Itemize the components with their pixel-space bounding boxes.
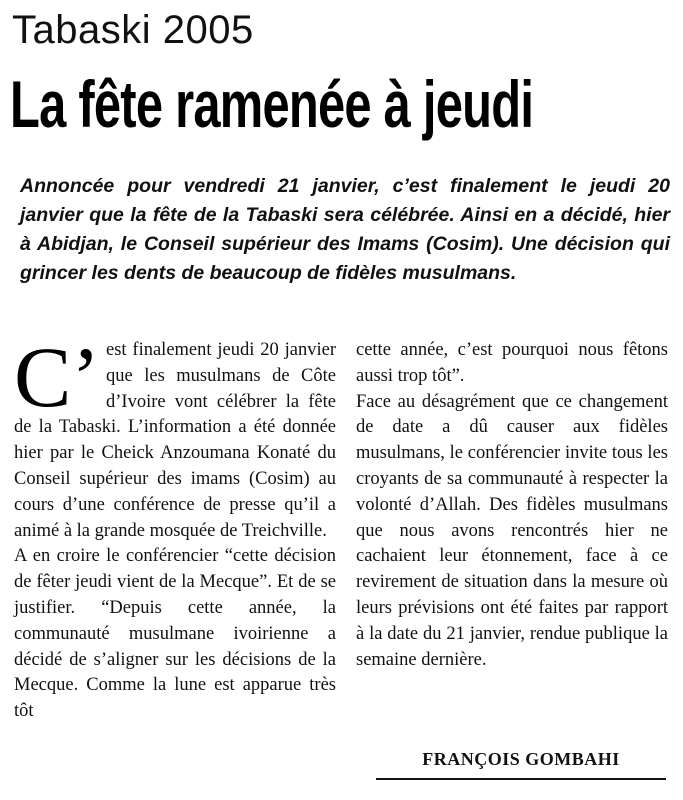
byline-rule xyxy=(376,778,666,780)
article-paragraph: Face au désagrément que ce changement de date a dû causer aux fidèles musulmans, le conférencier invite tous les croyants de sa communauté à respecter la volonté d’Allah. Des fidèles musulmans que nous avons rencontrés hier ne cachaient leur étonnement, face à ce revirement de situation dans la mesure où leurs prévisions ont été faites par rapport à la date du 21 janvier, rendue publique la semaine dernière. xyxy=(356,391,668,670)
article-paragraph: cette année, c’est pourquoi nous fêtons aussi trop tôt”. xyxy=(356,340,668,386)
drop-cap: C’ xyxy=(14,329,100,425)
article-column-right xyxy=(356,338,668,673)
article-paragraph: est finalement jeudi 20 janvier que les musulmans de Côte d’Ivoire vont célébrer la fête de la Tabaski. L’information a été donnée hier par le Cheick Anzoumana Konaté du Conseil supérieur des imams (Cosim) au cours d’une conférence de presse qu’il a animé à la grande mosquée de Treichville. xyxy=(14,340,336,541)
headline: La fête ramenée à jeudi xyxy=(10,67,534,141)
article-paragraph: A en croire le conférencier “cette décision de fêter jeudi vient de la Mecque”. Et de se justifier. “Depuis cette année, la communauté musulmane ivoirienne a décidé de s’aligner sur les décisions de la Mecque. Comme la lune est apparue très tôt xyxy=(14,546,336,722)
article-column-left xyxy=(14,329,336,725)
byline: FRANÇOIS GOMBAHI xyxy=(422,749,620,769)
kicker-title: Tabaski 2005 xyxy=(12,8,254,52)
lead-paragraph: Annoncée pour vendredi 21 janvier, c’est finalement le jeudi 20 janvier que la fête de la Tabaski sera célébrée. Ainsi en a décidé, hier à Abidjan, le Conseil supérieur des Imams (Cosim). Une décision qui grincer les dents de beaucoup de fidèles musulmans. xyxy=(20,175,670,284)
